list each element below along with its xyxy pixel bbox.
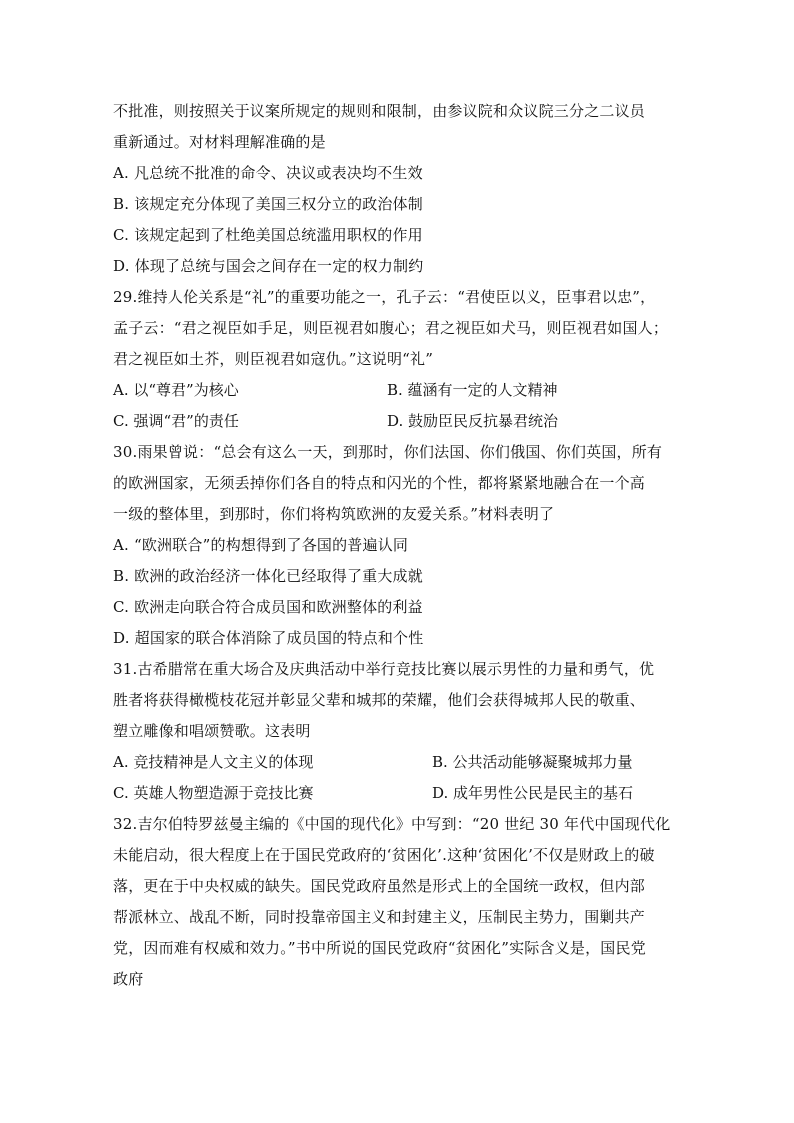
- question-stem-line: 的欧洲国家，无须丢掉你们各自的特点和闪光的个性，都将紧紧地融合在一个高: [113, 474, 646, 492]
- option-a: A. 凡总统不批准的命令、决议或表决均不生效: [113, 164, 423, 182]
- options-row: [113, 747, 683, 778]
- options-row: [113, 406, 683, 437]
- option-a: A. 以“尊君”为核心: [113, 381, 239, 399]
- options-row: [113, 778, 683, 809]
- question-29: [113, 282, 683, 437]
- option-d: D. 体现了总统与国会之间存在一定的权力制约: [113, 257, 424, 275]
- question-stem-line: 胜者将获得橄榄枝花冠并彰显父辈和城邦的荣耀，他们会获得城邦人民的敬重、: [113, 691, 646, 709]
- option-a: A. 竞技精神是人文主义的体现: [113, 753, 314, 771]
- question-stem-line: 政府: [113, 970, 144, 988]
- option-b: B. 蕴涵有一定的人文精神: [387, 381, 558, 399]
- option-b: B. 公共活动能够凝聚城邦力量: [432, 753, 633, 771]
- option-c: C. 欧洲走向联合符合成员国和欧洲整体的利益: [113, 598, 423, 616]
- question-stem-line: 29.维持人伦关系是“礼”的重要功能之一，孔子云：“君使臣以义，臣事君以忠”，: [113, 288, 656, 306]
- question-31: [113, 654, 683, 809]
- option-b: B. 该规定充分体现了美国三权分立的政治体制: [113, 195, 423, 213]
- question-28-continued: [113, 96, 683, 282]
- question-stem-line: 30.雨果曾说：“总会有这么一天，到那时，你们法国、你们俄国、你们英国，所有: [113, 443, 663, 461]
- question-stem-line: 落，更在于中央权威的缺失。国民党政府虽然是形式上的全国统一政权，但内部: [113, 877, 646, 895]
- question-stem-line: 帮派林立、战乱不断，同时投靠帝国主义和封建主义，压制民主势力，围剿共产: [113, 908, 646, 926]
- question-stem-line: 不批准，则按照关于议案所规定的规则和限制，由参议院和众议院三分之二议员: [113, 102, 646, 120]
- question-stem-line: 一级的整体里，到那时，你们将构筑欧洲的友爱关系。”材料表明了: [113, 505, 555, 523]
- question-32: [113, 809, 683, 995]
- question-30: [113, 437, 683, 654]
- question-stem-line: 未能启动，很大程度上在于国民党政府的‘贫困化’.这种‘贫困化’不仅是财政上的破: [113, 846, 655, 864]
- question-stem-line: 君之视臣如土芥，则臣视君如寇仇。”这说明“礼”: [113, 350, 434, 368]
- option-d: D. 成年男性公民是民主的基石: [432, 784, 634, 802]
- option-c: C. 该规定起到了杜绝美国总统滥用职权的作用: [113, 226, 423, 244]
- option-b: B. 欧洲的政治经济一体化已经取得了重大成就: [113, 567, 423, 585]
- question-stem-line: 党，因而难有权威和效力。”书中所说的国民党政府“贫困化”实际含义是，国民党: [113, 939, 646, 957]
- question-stem-line: 孟子云：“君之视臣如手足，则臣视君如腹心；君之视臣如犬马，则臣视君如国人；: [113, 319, 669, 337]
- question-stem-line: 塑立雕像和唱颂赞歌。这表明: [113, 722, 311, 740]
- page-content: [113, 96, 683, 995]
- option-a: A. “欧洲联合”的构想得到了各国的普遍认同: [113, 536, 409, 554]
- option-c: C. 强调“君”的责任: [113, 412, 239, 430]
- option-c: C. 英雄人物塑造源于竞技比赛: [113, 784, 314, 802]
- option-d: D. 鼓励臣民反抗暴君统治: [387, 412, 559, 430]
- question-stem-line: 32.吉尔伯特罗兹曼主编的《中国的现代化》中写到：“20 世纪 30 年代中国现代化: [113, 815, 671, 833]
- options-row: [113, 375, 683, 406]
- question-stem-line: 重新通过。对材料理解准确的是: [113, 133, 326, 151]
- question-stem-line: 31.古希腊常在重大场合及庆典活动中举行竞技比赛以展示男性的力量和勇气，优: [113, 660, 655, 678]
- option-d: D. 超国家的联合体消除了成员国的特点和个性: [113, 629, 424, 647]
